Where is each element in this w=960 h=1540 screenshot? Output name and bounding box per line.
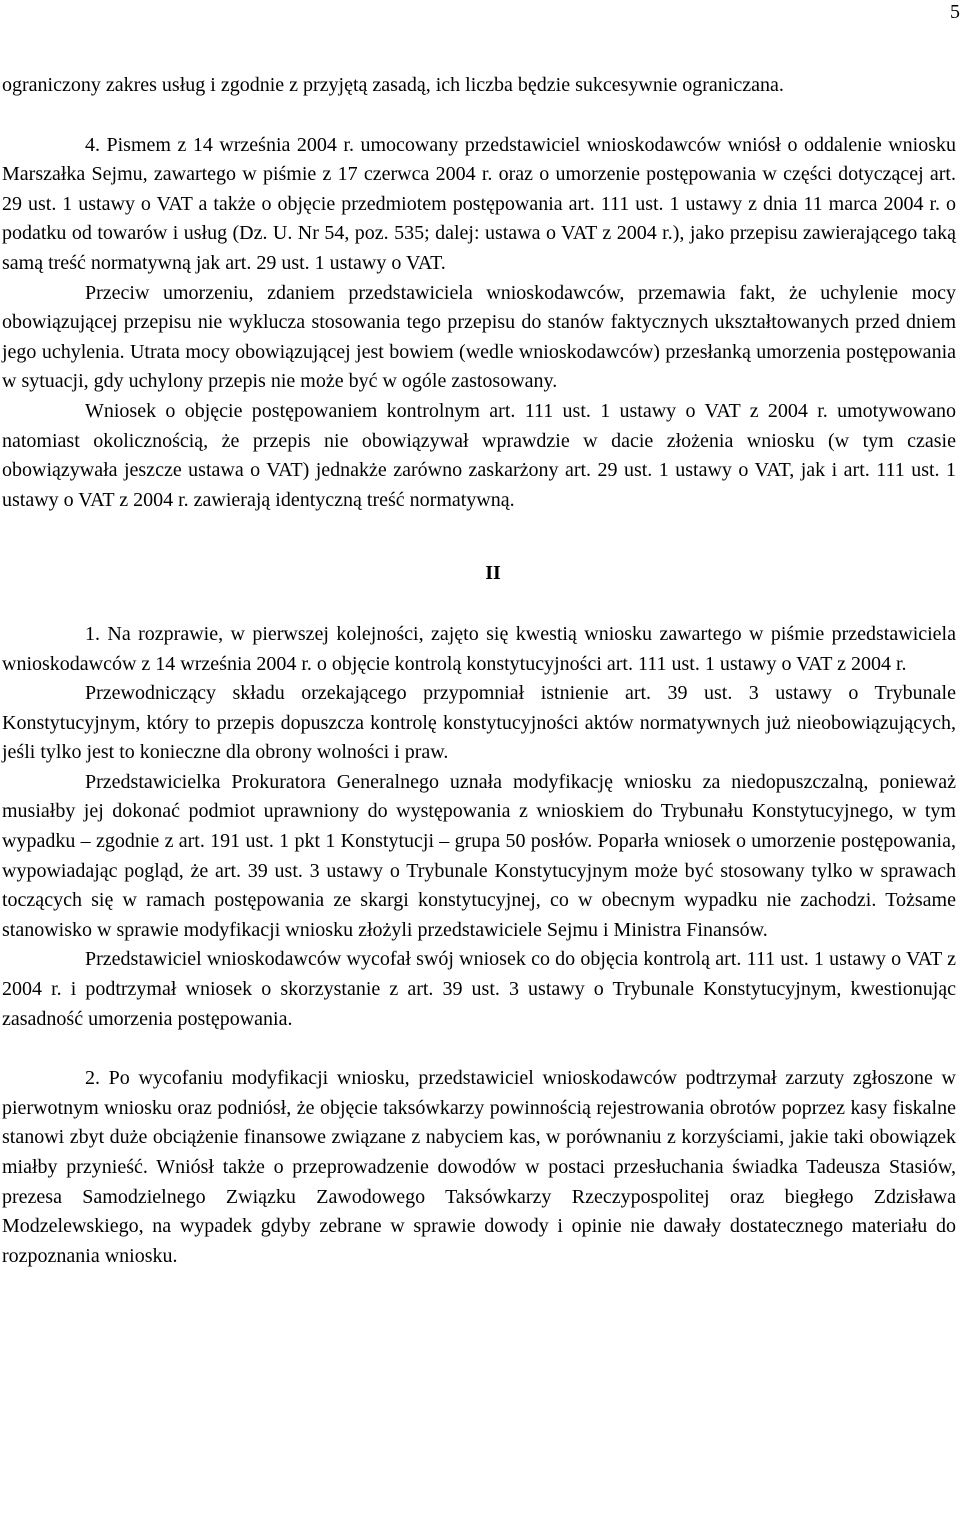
- paragraph-presiding-judge: Przewodniczący składu orzekającego przypomniał istnienie art. 39 ust. 3 ustawy o Trybunale Konstytucyjnym, który to przepis dopuszcza kontrolę konstytucyjności aktów normatywnych już nieobowiązujących, jeśli tylko jest to konieczne dla obrony wolności i praw.: [2, 682, 956, 764]
- paragraph-objection: Przeciw umorzeniu, zdaniem przedstawiciela wnioskodawców, przemawia fakt, że uchylenie mocy obowiązującej przepisu nie wyklucza stosowania tego przepisu do stanów faktycznych ukształtowanych przed dniem jego uchylenia. Utrata mocy obowiązującej jest bowiem (wedle wnioskodawców) przesłanką umorzenia postępowania w sytuacji, gdy uchylony przepis nie może być w ogóle zastosowany.: [2, 281, 956, 393]
- section-heading: II: [485, 562, 501, 585]
- paragraph-representative: Przedstawiciel wnioskodawców wycofał swój wniosek co do objęcia kontrolą art. 111 ust. 1 ustawy o VAT z 2004 r. i podtrzymał wniosek o skorzystanie z art. 39 ust. 3 ustawy o Trybunale Konstytucyjnym, kwestionując zasadność umorzenia postępowania.: [2, 948, 956, 1030]
- paragraph-point-4: 4. Pismem z 14 września 2004 r. umocowany przedstawiciel wnioskodawców wniósł o oddalenie wniosku Marszałka Sejmu, zawartego w piśmie z 17 czerwca 2004 r. oraz o umorzenie postępowania w części dotyczącej art. 29 ust. 1 ustawy o VAT a także o objęcie przedmiotem postępowania art. 111 ust. 1 ustawy z dnia 11 marca 2004 r. o podatku od towarów i usług (Dz. U. Nr 54, poz. 535; dalej: ustawa o VAT z 2004 r.), jako przepisu zawierającego taką samą treść normatywną jak art. 29 ust. 1 ustawy o VAT.: [2, 133, 956, 274]
- document-body: [2, 71, 956, 1271]
- paragraph-hearing-point-1: 1. Na rozprawie, w pierwszej kolejności, zajęto się kwestią wniosku zawartego w piśmie przedstawiciela wnioskodawców z 14 września 2004 r. o objęcie kontrolą konstytucyjności art. 111 ust. 1 ustawy o VAT z 2004 r.: [2, 622, 956, 675]
- paragraph-prosecutor: Przedstawicielka Prokuratora Generalnego uznała modyfikację wniosku za niedopuszczalną, ponieważ musiałby jej dokonać podmiot uprawniony do występowania z wnioskiem do Trybunału Konstytucyjnego, w tym wypadku – zgodnie z art. 191 ust. 1 pkt 1 Konstytucji – grupa 50 posłów. Poparła wniosek o umorzenie postępowania, wypowiadając pogląd, że art. 39 ust. 3 ustawy o Trybunale Konstytucyjnym może być stosowany tylko w sprawach toczących się w ramach postępowania ze skargi konstytucyjnej, co w obecnym wypadku nie zachodzi. Tożsame stanowisko w sprawie modyfikacji wniosku złożyli przedstawiciele Sejmu i Ministra Finansów.: [2, 770, 956, 941]
- paragraph-motion-rationale: Wniosek o objęcie postępowaniem kontrolnym art. 111 ust. 1 ustawy o VAT z 2004 r. umotywowano natomiast okolicznością, że przepis nie obowiązywał wprawdzie w dacie złożenia wniosku (w tym czasie obowiązywała jeszcze ustawa o VAT) jednakże zarówno zaskarżony art. 29 ust. 1 ustawy o VAT, jak i art. 111 ust. 1 ustawy o VAT z 2004 r. zawierają identyczną treść normatywną.: [2, 399, 956, 511]
- paragraph-continuation: ograniczony zakres usług i zgodnie z przyjętą zasadą, ich liczba będzie sukcesywnie ograniczana.: [2, 74, 784, 96]
- paragraph-hearing-point-2: 2. Po wycofaniu modyfikacji wniosku, przedstawiciel wnioskodawców podtrzymał zarzuty zgłoszone w pierwotnym wniosku oraz podniósł, że objęcie taksówkarzy powinnością rejestrowania obrotów poprzez kasy fiskalne stanowi zbyt duże obciążenie finansowe związane z nabyciem kas, w porównaniu z korzyściami, jakie taki obowiązek miałby przynieść. Wniósł także o przeprowadzenie dowodów w postaci przesłuchania świadka Tadeusza Stasiów, prezesa Samodzielnego Związku Zawodowego Taksówkarzy Rzeczypospolitej oraz biegłego Zdzisława Modzelewskiego, na wypadek gdyby zebrane w sprawie dowody i opinie nie dawały dostatecznego materiału do rozpoznania wniosku.: [2, 1067, 956, 1267]
- page-number: 5: [950, 1, 960, 23]
